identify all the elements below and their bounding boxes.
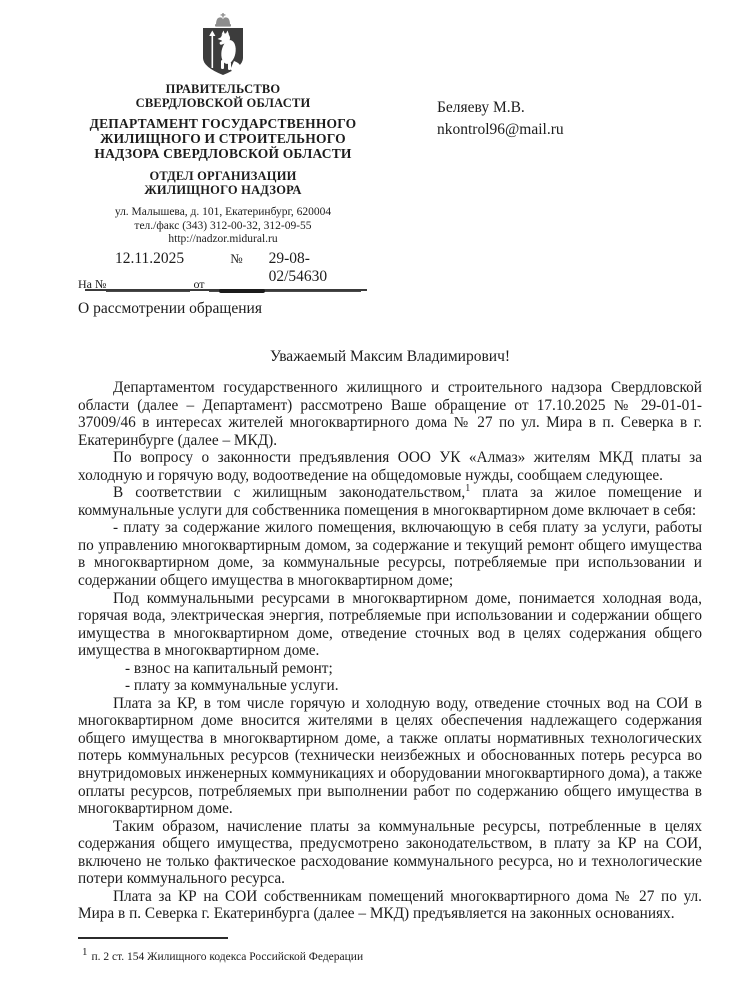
footnote-divider [78, 937, 228, 939]
government-name-line: ПРАВИТЕЛЬСТВО [165, 82, 281, 96]
letter-number: 29-08-02/54630 [268, 250, 328, 285]
government-name [85, 82, 361, 110]
phone-fax: тел./факс (343) 312-00-32, 312-09-55 [134, 219, 312, 232]
contact-info [85, 206, 361, 247]
body-paragraph: По вопросу о законности предъявления ООО УК «Алмаз» жителям МКД платы за холодную и горячую воду, водоотведение на общедомовые нужды, сообщаем следующее. [78, 449, 702, 484]
body-paragraph: Департаментом государственного жилищного и строительного надзора Свердловской области (далее – Департамент) рассмотрено Ваше обращение от 17.10.2025 № 29-01-01-37009/46 в интересах жителей многоквартирного дома № 27 по ул. Мира в п. Северка в г. Екатеринбурге (далее – МКД). [78, 379, 702, 449]
redaction-mark [219, 289, 265, 293]
body-paragraph: Плата за КР на СОИ собственникам помещений многоквартирного дома № 27 по ул. Мира в п. Северка г. Екатеринбурга (далее – МКД) предъявляется на законных основаниях. [78, 887, 702, 923]
letterhead [85, 13, 361, 247]
salutation: Уважаемый Максим Владимирович! [269, 348, 511, 365]
addressee-name: Беляеву М.В. [437, 99, 525, 116]
body-list-item: - плату за коммунальные услуги. [125, 677, 339, 695]
letter-body [78, 379, 702, 923]
reply-date-blank [209, 278, 361, 292]
addressee-block [437, 97, 564, 141]
body-paragraph: Плата за КР, в том числе горячую и холодную воду, отведение сточных вод на СОИ в многоквартирном доме вносится жителями в целях обеспечения надлежащего содержания общего имущества в многоквартирном доме, а также оплаты нормативных технологических потерь коммунальных ресурсов (технически неизбежных и обоснованных потерь ресурса во внутридомовых инженерных коммуникациях и оборудовании многоквартирного дома), а также оплаты ресурсов, потребляемых при выполнении работ по содержанию общего имущества в многоквартирном доме. [78, 694, 702, 818]
department-name-line: ЖИЛИЩНОГО И СТРОИТЕЛЬНОГО [100, 131, 346, 146]
department-name [85, 116, 361, 161]
reply-date-label: от [193, 277, 205, 291]
subject-line: О рассмотрении обращения [78, 300, 262, 317]
government-name-line: СВЕРДЛОВСКОЙ ОБЛАСТИ [135, 96, 311, 110]
website-url: http://nadzor.midural.ru [168, 233, 278, 245]
sverdlovsk-coat-of-arms-icon [196, 13, 250, 77]
reply-number-blank [106, 278, 190, 292]
body-paragraph-text: плата за жилое помещение и коммунальные услуги для собственника помещения в многоквартирном доме включает в себя: [78, 484, 702, 519]
division-name [85, 169, 361, 197]
addressee-email: nkontrol96@mail.ru [437, 121, 564, 138]
body-paragraph-text: В соответствии с жилищным законодательством, [113, 484, 466, 502]
division-name-line: ОТДЕЛ ОРГАНИЗАЦИИ [149, 169, 297, 183]
letter-date: 12.11.2025 [115, 250, 185, 267]
incoming-reference-row [78, 277, 361, 292]
body-list-item: - взнос на капитальный ремонт; [125, 659, 333, 677]
body-paragraph: Под коммунальными ресурсами в многоквартирном доме, понимается холодная вода, горячая вода, электрическая энергия, потребляемые при использовании и содержании общего имущества в многоквартирном доме, отведение сточных вод в целях содержания общего имущества в многоквартирном доме. [78, 589, 702, 660]
footnote-marker: 1 [82, 946, 88, 958]
postal-address: ул. Малышева, д. 101, Екатеринбург, 620004 [114, 206, 332, 218]
body-paragraph [78, 484, 702, 519]
footnote-text: п. 2 ст. 154 Жилищного кодекса Российской Федерации [91, 951, 364, 963]
division-name-line: ЖИЛИЩНОГО НАДЗОРА [144, 183, 302, 197]
department-name-line: ДЕПАРТАМЕНТ ГОСУДАРСТВЕННОГО [89, 116, 357, 131]
footnote [82, 946, 363, 963]
number-sign: № [230, 251, 243, 266]
body-paragraph: Таким образом, начисление платы за коммунальные ресурсы, потребленные в целях содержания общего имущества, предусмотрено законодательством, в плату за КР на СОИ, включено не только фактическое расходование коммунального ресурса, но и технологические потери коммунального ресурса. [78, 817, 702, 888]
body-paragraph: - плату за содержание жилого помещения, включающую в себя плату за услуги, работы по управлению многоквартирным домом, за содержание и текущий ремонт общего имущества в многоквартирном доме, за коммунальные ресурсы, потребляемые при использовании и содержании общего имущества в многоквартирном доме; [78, 519, 702, 590]
footnote-reference: 1 [465, 483, 471, 495]
department-name-line: НАДЗОРА СВЕРДЛОВСКОЙ ОБЛАСТИ [94, 146, 352, 161]
reply-number-label: На № [78, 277, 107, 291]
